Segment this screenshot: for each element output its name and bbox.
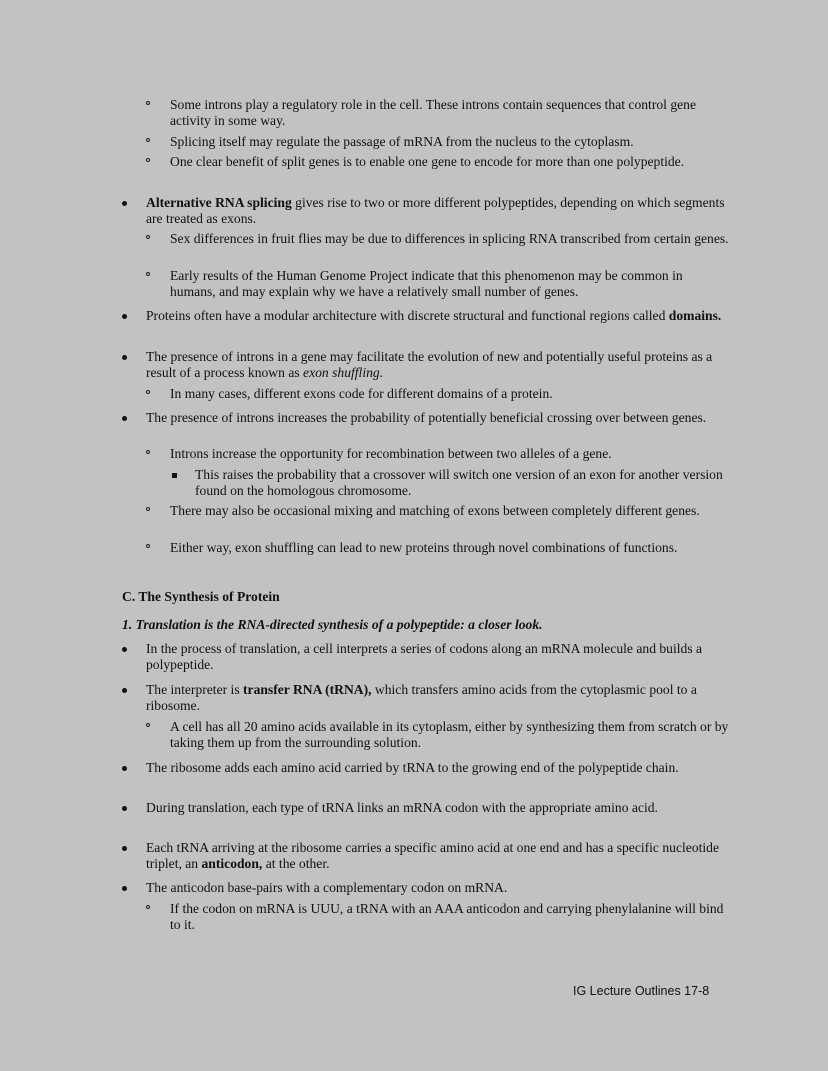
bullet-disc-icon — [122, 314, 127, 319]
bullet-circle-icon — [146, 272, 150, 276]
text-run: In many cases, different exons code for different domains of a protein. — [170, 386, 553, 401]
text-run: Each tRNA arriving at the ribosome carries a specific amino acid at one end and has a specific nucleotide triplet, an — [146, 840, 719, 872]
bullet-disc-icon — [122, 846, 127, 851]
outline-item-level-2 — [170, 540, 730, 556]
text-run: Some introns play a regulatory role in the cell. These introns contain sequences that control gene activity in some way. — [170, 97, 696, 129]
bold-term: Alternative RNA splicing — [146, 195, 292, 210]
text-run: This raises the probability that a crossover will switch one version of an exon for another version found on the homologous chromosome. — [195, 467, 723, 499]
outline-item-level-2 — [170, 154, 730, 170]
outline-item-level-1 — [146, 760, 726, 776]
bullet-disc-icon — [122, 201, 127, 206]
bullet-circle-icon — [146, 138, 150, 142]
text-run: In the process of translation, a cell interprets a series of codons along an mRNA molecule and builds a polypeptide. — [146, 641, 703, 673]
italic-term: exon shuffling. — [303, 365, 384, 381]
text-run: which transfers amino acids from the cytoplasmic pool to a ribosome. — [146, 682, 697, 714]
text-run: The ribosome adds each amino acid carried by tRNA to the growing end of the polypeptide chain. — [146, 760, 679, 775]
bullet-circle-icon — [146, 905, 150, 909]
outline-item-level-1 — [146, 682, 726, 714]
bullet-square-icon — [172, 473, 177, 478]
text-run: gives rise to two or more different polypeptides, depending on which segments are treated as exons. — [146, 195, 725, 227]
text-run: The anticodon base-pairs with a complementary codon on mRNA. — [146, 880, 508, 895]
text-run: Either way, exon shuffling can lead to new proteins through novel combinations of functions. — [170, 540, 678, 555]
bullet-disc-icon — [122, 688, 127, 693]
outline-item-level-2 — [170, 719, 730, 751]
text-run: at the other. — [262, 856, 330, 872]
text-run: One clear benefit of split genes is to enable one gene to encode for more than one polypeptide. — [170, 154, 685, 169]
text-run: During translation, each type of tRNA links an mRNA codon with the appropriate amino acid. — [146, 800, 658, 815]
bullet-circle-icon — [146, 390, 150, 394]
text-run: Introns increase the opportunity for recombination between two alleles of a gene. — [170, 446, 612, 461]
outline-item-level-1 — [146, 800, 726, 816]
subsection-heading: 1. Translation is the RNA-directed synthesis of a polypeptide: a closer look. — [122, 617, 543, 632]
bullet-disc-icon — [122, 355, 127, 360]
bold-term: domains. — [668, 308, 722, 323]
outline-item-level-2 — [170, 268, 730, 300]
bullet-disc-icon — [122, 886, 127, 891]
outline-item-level-1 — [146, 410, 726, 426]
outline-item-level-2 — [170, 901, 730, 933]
outline-item-level-1 — [146, 308, 726, 324]
bold-term: anticodon, — [201, 856, 263, 872]
text-run: Proteins often have a modular architecture with discrete structural and functional regions called — [146, 308, 669, 323]
outline-item-level-2 — [170, 134, 730, 150]
text-run: If the codon on mRNA is UUU, a tRNA with an AAA anticodon and carrying phenylalanine will bind to it. — [170, 901, 724, 933]
outline-item-level-2 — [170, 231, 730, 247]
bullet-circle-icon — [146, 158, 150, 162]
bullet-disc-icon — [122, 806, 127, 811]
bullet-circle-icon — [146, 101, 150, 105]
text-run: There may also be occasional mixing and matching of exons between completely different genes. — [170, 503, 700, 518]
bullet-disc-icon — [122, 647, 127, 652]
text-run: Sex differences in fruit flies may be due to differences in splicing RNA transcribed from certain genes. — [170, 231, 729, 246]
outline-item-level-1 — [146, 641, 726, 673]
outline-item-level-2 — [170, 503, 730, 519]
bullet-circle-icon — [146, 235, 150, 239]
bullet-circle-icon — [146, 450, 150, 454]
page-footer: IG Lecture Outlines 17-8 — [573, 984, 710, 998]
text-run: A cell has all 20 amino acids available in its cytoplasm, either by synthesizing them from scratch or by taking them up from the surrounding solution. — [170, 719, 729, 751]
outline-item-level-2 — [170, 97, 730, 129]
text-run: The presence of introns increases the probability of potentially beneficial crossing over between genes. — [146, 410, 707, 425]
bullet-circle-icon — [146, 544, 150, 548]
outline-item-level-1 — [146, 880, 726, 896]
outline-item-level-2 — [170, 446, 730, 462]
outline-item-level-1 — [146, 349, 726, 381]
bullet-disc-icon — [122, 416, 127, 421]
section-heading: C. The Synthesis of Protein — [122, 589, 280, 604]
bullet-disc-icon — [122, 766, 127, 771]
bullet-circle-icon — [146, 507, 150, 511]
bold-term: transfer RNA (tRNA), — [243, 682, 372, 697]
outline-item-level-2 — [170, 386, 730, 402]
text-run: Early results of the Human Genome Project indicate that this phenomenon may be common in humans, and may explain why we have a relatively small number of genes. — [170, 268, 683, 300]
outline-item-level-1 — [146, 840, 726, 872]
outline-item-level-3 — [195, 467, 725, 499]
text-run: Splicing itself may regulate the passage of mRNA from the nucleus to the cytoplasm. — [170, 134, 634, 149]
outline-item-level-1 — [146, 195, 726, 227]
bullet-circle-icon — [146, 723, 150, 727]
text-run: The interpreter is — [146, 682, 244, 697]
text-run: The presence of introns in a gene may facilitate the evolution of new and potentially useful proteins as a result of a process known as — [146, 349, 713, 381]
